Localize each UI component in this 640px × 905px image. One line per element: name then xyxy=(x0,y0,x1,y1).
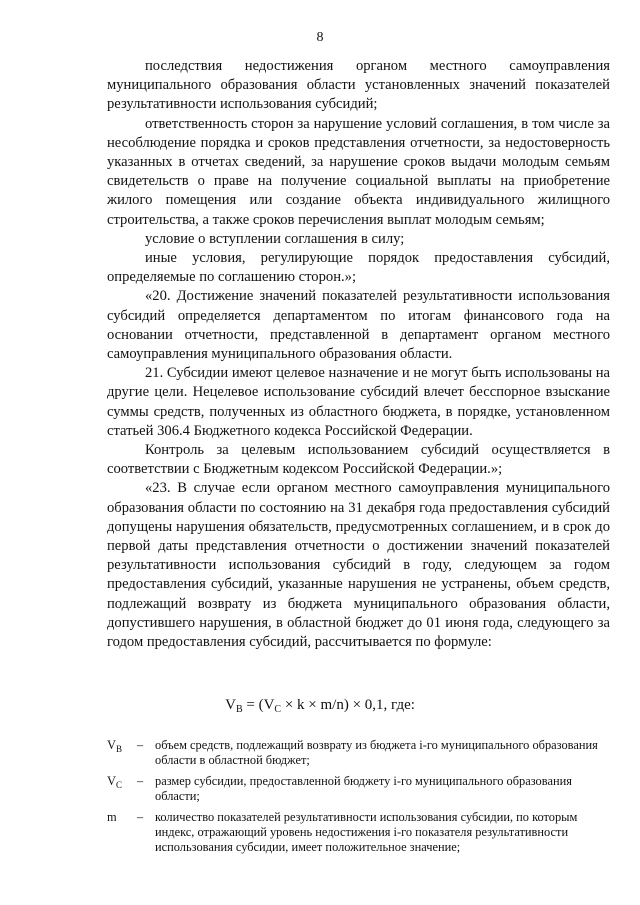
definitions-list xyxy=(107,738,610,861)
formula-middle: = (V xyxy=(242,697,275,713)
definition-dash: – xyxy=(137,810,144,825)
definition-text: количество показателей результативности использования субсидии, по которым индекс, отражающий уровень недостижения i-го показателя результативности использования субсидии, имеет положительное значение; xyxy=(155,810,578,854)
formula-lhs-subscript: B xyxy=(235,704,243,715)
paragraph-entry-into-force: условие о вступлении соглашения в силу; xyxy=(145,230,405,247)
paragraph-control: Контроль за целевым использованием субсидий осуществляется в соответствии с Бюджетным кодексом Российской Федерации.»; xyxy=(107,442,610,478)
definition-symbol: m xyxy=(107,810,117,825)
page-number: 8 xyxy=(316,30,324,45)
definition-text: объем средств, подлежащий возврату из бюджета i-го муниципального образования области в областной бюджет; xyxy=(155,738,598,767)
document-body xyxy=(107,57,610,652)
definition-dash: – xyxy=(137,774,144,789)
paragraph-other-conditions: иные условия, регулирующие порядок предоставления субсидий, определяемые по соглашению сторон.»; xyxy=(107,250,610,286)
formula-lhs: V xyxy=(225,697,236,713)
paragraph-responsibility: ответственность сторон за нарушение условий соглашения, в том числе за несоблюдение порядка и сроков представления отчетности, за недостоверность указанных в отчетах сведений, за нарушение сроков выдачи молодым семьям свидетельств о праве на получение социальной выплаты на приобретение жилого помещения или создание объекта индивидуального жилищного строительства, а также сроков перечисления выплат молодым семьям; xyxy=(107,115,610,228)
definition-row xyxy=(107,810,610,854)
definition-text: размер субсидии, предоставленной бюджету i-го муниципального образования области; xyxy=(155,774,572,803)
formula xyxy=(0,697,640,715)
definition-symbol: $V_C$ xyxy=(107,774,122,791)
paragraph-consequences: последствия недостижения органом местного самоуправления муниципального образования области установленных значений показателей результативности использования субсидий; xyxy=(107,58,610,113)
definition-row xyxy=(107,738,610,767)
formula-rest: × k × m/n) × 0,1, где: xyxy=(281,697,415,713)
definition-row xyxy=(107,774,610,803)
definition-dash: – xyxy=(137,738,144,752)
paragraph-item-21: 21. Субсидии имеют целевое назначение и не могут быть использованы на другие цели. Нецелевое использование субсидий влечет бесспорное взыскание суммы средств, полученных из областного бюджета, в порядке, установленном статьей 306.4 Бюджетного кодекса Российской Федерации. xyxy=(107,365,610,439)
definition-symbol: $V_B$ xyxy=(107,738,122,754)
paragraph-item-23: «23. В случае если органом местного самоуправления муниципального образования области по состоянию на 31 декабря года предоставления субсидий допущены нарушения обязательств, предусмотренных соглашением, и в срок до первой даты представления отчетности о достижении значений показателей результативности использования субсидий в году, следующем за годом предоставления субсидий, указанные нарушения не устранены, объем средств, подлежащий возврату из бюджета муниципального образования области, допустившего нарушения, в областной бюджет до 01 июня года, следующего за годом предоставления субсидий, рассчитывается по формуле: xyxy=(107,480,610,651)
paragraph-item-20: «20. Достижение значений показателей результативности использования субсидий определяется департаментом по итогам финансового года на основании отчетности, представленной в департамент органом местного самоуправления муниципального образования области. xyxy=(107,288,610,363)
formula-middle-subscript: C xyxy=(274,704,282,715)
